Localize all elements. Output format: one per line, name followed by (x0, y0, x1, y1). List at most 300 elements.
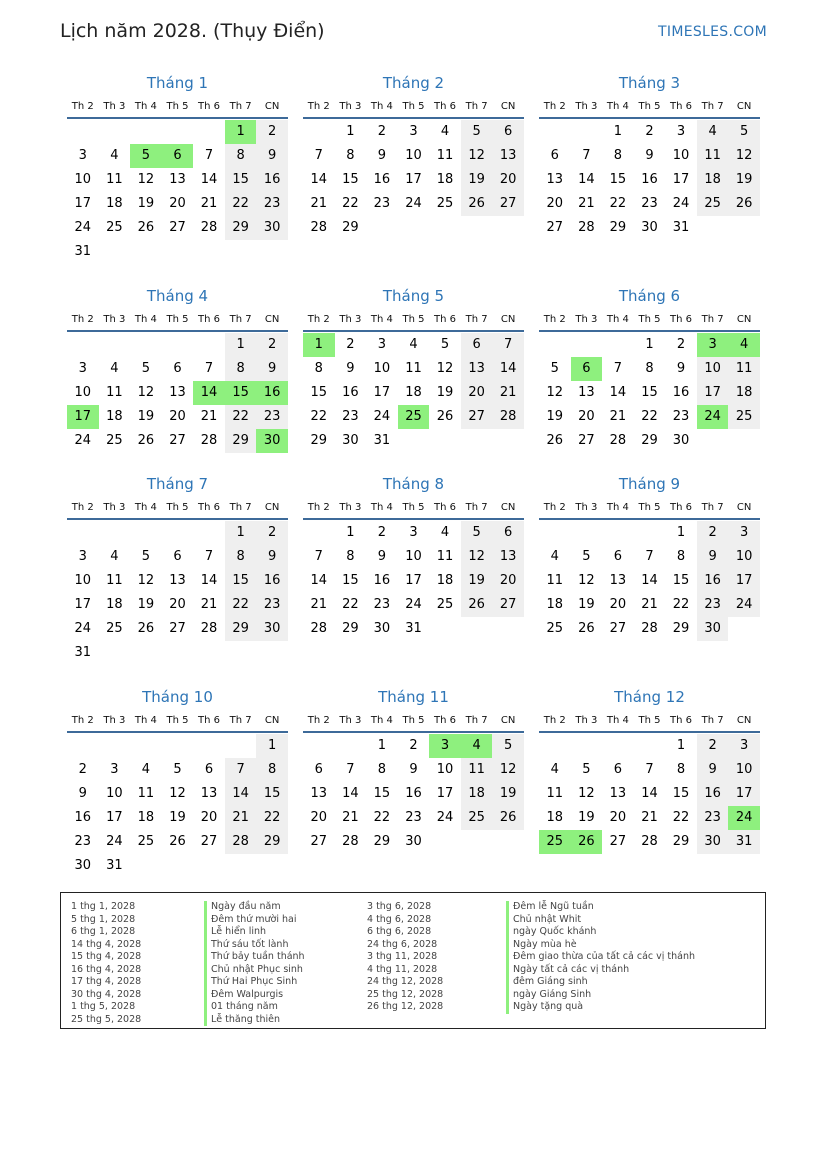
holiday-date: 15 thg 4, 2028 (71, 951, 142, 962)
day-cell: 24 (106, 834, 123, 849)
day-cell: 23 (697, 806, 729, 830)
day-cell: 27 (169, 433, 186, 448)
day-cell: 15 (641, 385, 658, 400)
day-cell: 7 (492, 333, 524, 357)
day-cell: 21 (578, 196, 595, 211)
day-cell: 31 (405, 621, 422, 636)
day-cell: 27 (609, 834, 627, 849)
day-cell: 5 (550, 361, 559, 376)
day-cell: 25 (697, 192, 729, 216)
weekday-label: Th 5 (166, 715, 189, 726)
day-cell: 29 (641, 433, 658, 448)
weekday-label: Th 7 (229, 101, 252, 112)
day-cell: 14 (310, 172, 328, 187)
day-cell: 14 (641, 573, 658, 588)
weekday-label: Th 4 (606, 101, 629, 112)
day-cell: 21 (641, 810, 658, 825)
day-cell: 7 (204, 549, 214, 564)
day-cell: 17 (373, 385, 391, 400)
weekday-label: CN (500, 715, 516, 726)
holiday-name: Đêm giao thừa của tất cả các vị thánh (506, 951, 695, 964)
day-cell: 27 (546, 220, 564, 235)
empty-cell (193, 333, 225, 357)
day-grid (67, 333, 288, 453)
weekday-label: CN (264, 101, 280, 112)
day-cell: 24 (728, 593, 760, 617)
day-cell: 13 (546, 172, 564, 187)
weekday-label: Th 4 (606, 502, 629, 513)
weekday-label: Th 5 (638, 314, 661, 325)
day-cell: 5 (173, 762, 182, 777)
holiday-name: Đêm thứ mười hai (204, 914, 305, 927)
day-cell: 20 (310, 810, 328, 825)
day-cell: 6 (550, 148, 559, 163)
day-cell: 2 (256, 521, 288, 545)
weekday-label: Th 3 (575, 715, 598, 726)
day-cell: 18 (106, 196, 123, 211)
day-cell: 17 (697, 381, 729, 405)
day-cell: 31 (672, 220, 690, 235)
day-cell: 7 (645, 762, 654, 777)
weekday-header-row (539, 711, 760, 733)
weekday-header-row (303, 711, 524, 733)
day-cell: 18 (106, 409, 123, 424)
day-grid (67, 521, 288, 665)
day-cell: 14 (578, 172, 595, 187)
day-cell: 10 (74, 573, 92, 588)
day-cell: 19 (578, 810, 595, 825)
empty-cell (99, 333, 131, 357)
weekday-label: Th 3 (103, 314, 126, 325)
holiday-name: Đêm Walpurgis (204, 989, 305, 1002)
weekday-label: Th 6 (434, 101, 457, 112)
day-cell: 24 (405, 196, 422, 211)
day-cell: 6 (492, 521, 524, 545)
month-title: Tháng 12 (614, 688, 685, 706)
day-cell: 28 (492, 405, 524, 429)
day-cell: 11 (436, 148, 454, 163)
day-cell: 28 (641, 621, 658, 636)
day-cell: 24 (74, 433, 92, 448)
day-cell: 15 (225, 381, 257, 405)
holiday-name: Chủ nhật Phục sinh (204, 964, 305, 977)
day-cell: 23 (256, 192, 288, 216)
weekday-header-row (67, 498, 288, 520)
day-cell: 23 (373, 597, 391, 612)
empty-cell (602, 521, 634, 545)
holiday-dates-column-left (71, 901, 141, 1026)
day-cell: 23 (697, 593, 729, 617)
day-cell: 21 (609, 409, 627, 424)
day-cell: 5 (582, 762, 591, 777)
holiday-date: 3 thg 6, 2028 (367, 901, 432, 912)
weekday-label: Th 7 (701, 101, 724, 112)
day-cell: 22 (342, 597, 359, 612)
holiday-date: 30 thg 4, 2028 (71, 988, 142, 1000)
page-title: Lịch năm 2028. (Thụy Điển) (60, 20, 325, 42)
day-cell: 16 (256, 168, 288, 192)
day-cell: 10 (697, 357, 729, 381)
day-cell: 23 (405, 810, 422, 825)
day-cell: 29 (225, 617, 257, 641)
day-cell: 12 (436, 361, 454, 376)
day-cell: 23 (373, 196, 391, 211)
day-cell: 6 (613, 762, 623, 777)
day-cell: 5 (141, 361, 151, 376)
day-cell: 23 (672, 409, 690, 424)
day-cell: 31 (373, 433, 391, 448)
day-cell: 30 (342, 433, 359, 448)
day-cell: 5 (728, 120, 760, 144)
day-cell: 19 (492, 782, 524, 806)
day-cell: 26 (461, 192, 493, 216)
weekday-label: Th 2 (307, 502, 330, 513)
day-cell: 10 (74, 385, 92, 400)
day-cell: 8 (645, 361, 654, 376)
day-cell: 27 (200, 834, 218, 849)
holiday-name: đêm Giáng sinh (506, 976, 695, 989)
day-cell: 6 (173, 361, 182, 376)
weekday-label: Th 3 (339, 101, 362, 112)
month-title: Tháng 7 (146, 475, 209, 493)
day-grid (67, 120, 288, 264)
weekday-label: Th 4 (134, 715, 157, 726)
day-cell: 22 (310, 409, 328, 424)
day-cell: 18 (106, 597, 123, 612)
day-cell: 20 (546, 196, 564, 211)
weekday-label: Th 6 (198, 101, 221, 112)
weekday-label: Th 6 (434, 314, 457, 325)
day-cell: 31 (74, 645, 92, 660)
weekday-label: Th 4 (370, 502, 393, 513)
day-cell: 17 (728, 569, 760, 593)
weekday-label: Th 6 (434, 502, 457, 513)
weekday-label: Th 5 (402, 101, 425, 112)
weekday-label: Th 6 (198, 715, 221, 726)
month-block (303, 473, 524, 641)
weekday-label: Th 3 (575, 502, 598, 513)
day-cell: 10 (405, 148, 422, 163)
day-cell: 27 (578, 433, 595, 448)
day-cell: 12 (578, 786, 595, 801)
empty-cell (225, 734, 257, 758)
day-cell: 3 (697, 333, 729, 357)
weekday-label: Th 7 (229, 715, 252, 726)
day-cell: 25 (106, 433, 123, 448)
month-title: Tháng 2 (382, 74, 445, 92)
empty-cell (67, 333, 99, 357)
day-cell: 9 (256, 545, 288, 569)
day-cell: 11 (106, 172, 123, 187)
day-cell: 13 (200, 786, 218, 801)
weekday-label: Th 3 (339, 502, 362, 513)
weekday-label: Th 3 (103, 101, 126, 112)
day-cell: 19 (728, 168, 760, 192)
day-cell: 19 (137, 597, 155, 612)
day-cell: 2 (256, 120, 288, 144)
day-cell: 15 (256, 782, 288, 806)
day-cell: 3 (377, 337, 387, 352)
weekday-label: CN (500, 314, 516, 325)
day-cell: 21 (200, 196, 218, 211)
day-cell: 13 (169, 385, 186, 400)
day-cell: 13 (310, 786, 328, 801)
holiday-date: 6 thg 1, 2028 (71, 926, 136, 937)
day-cell: 20 (492, 569, 524, 593)
day-cell: 20 (169, 597, 186, 612)
day-cell: 15 (225, 569, 257, 593)
day-cell: 30 (256, 429, 288, 453)
day-cell: 14 (310, 573, 328, 588)
day-cell: 29 (342, 220, 359, 235)
day-cell: 12 (461, 144, 493, 168)
day-cell: 1 (613, 124, 623, 139)
day-cell: 6 (162, 144, 194, 168)
day-cell: 1 (303, 333, 335, 357)
day-cell: 3 (78, 361, 87, 376)
weekday-label: Th 4 (370, 101, 393, 112)
day-cell: 26 (461, 593, 493, 617)
weekday-label: Th 6 (198, 314, 221, 325)
day-cell: 2 (78, 762, 87, 777)
day-cell: 27 (492, 192, 524, 216)
day-cell: 29 (256, 830, 288, 854)
weekday-label: CN (500, 101, 516, 112)
empty-cell (571, 120, 603, 144)
day-cell: 24 (74, 220, 92, 235)
weekday-label: Th 5 (166, 314, 189, 325)
day-cell: 17 (405, 573, 422, 588)
day-cell: 8 (346, 549, 355, 564)
day-cell: 8 (256, 758, 288, 782)
weekday-header-row (539, 97, 760, 119)
holiday-name: ngày Quốc khánh (506, 926, 695, 939)
holiday-date: 6 thg 6, 2028 (367, 926, 432, 937)
day-cell: 18 (697, 168, 729, 192)
day-cell: 24 (697, 405, 729, 429)
day-cell: 4 (110, 361, 119, 376)
day-cell: 12 (169, 786, 186, 801)
day-cell: 1 (676, 738, 686, 753)
day-cell: 15 (609, 172, 627, 187)
day-cell: 1 (256, 734, 288, 758)
day-cell: 18 (405, 385, 422, 400)
weekday-label: CN (736, 502, 752, 513)
day-cell: 28 (342, 834, 359, 849)
day-grid (303, 120, 524, 240)
holiday-dates-column-right (367, 901, 443, 1014)
month-title: Tháng 6 (618, 287, 681, 305)
day-cell: 29 (672, 834, 690, 849)
empty-cell (99, 120, 131, 144)
day-cell: 24 (373, 409, 391, 424)
weekday-label: Th 7 (701, 715, 724, 726)
weekday-label: Th 3 (575, 101, 598, 112)
day-cell: 16 (256, 569, 288, 593)
weekday-label: Th 6 (670, 101, 693, 112)
holiday-date: 25 thg 12, 2028 (367, 988, 444, 1000)
day-cell: 31 (728, 830, 760, 854)
day-cell: 2 (697, 521, 729, 545)
empty-cell (67, 521, 99, 545)
day-cell: 8 (676, 549, 686, 564)
day-cell: 25 (539, 830, 571, 854)
weekday-label: Th 5 (402, 314, 425, 325)
day-cell: 12 (137, 385, 155, 400)
day-cell: 28 (578, 220, 595, 235)
day-grid (539, 734, 760, 854)
day-cell: 28 (641, 834, 658, 849)
day-cell: 2 (676, 337, 686, 352)
day-cell: 3 (110, 762, 119, 777)
day-cell: 7 (314, 148, 323, 163)
day-cell: 15 (225, 168, 257, 192)
weekday-label: Th 6 (434, 715, 457, 726)
day-cell: 21 (200, 597, 218, 612)
day-cell: 20 (578, 409, 595, 424)
weekday-label: Th 5 (402, 502, 425, 513)
day-cell: 27 (310, 834, 328, 849)
day-cell: 17 (728, 782, 760, 806)
day-cell: 24 (728, 806, 760, 830)
day-cell: 16 (672, 385, 690, 400)
day-cell: 4 (141, 762, 151, 777)
day-cell: 6 (492, 120, 524, 144)
day-cell: 9 (377, 148, 387, 163)
day-cell: 12 (728, 144, 760, 168)
weekday-label: Th 6 (670, 502, 693, 513)
day-cell: 11 (106, 385, 123, 400)
day-cell: 6 (461, 333, 493, 357)
day-cell: 26 (436, 409, 454, 424)
holiday-date: 25 thg 5, 2028 (71, 1013, 142, 1025)
day-grid (303, 734, 524, 854)
day-cell: 18 (436, 573, 454, 588)
day-cell: 12 (137, 573, 155, 588)
day-cell: 16 (373, 573, 391, 588)
day-cell: 11 (546, 573, 564, 588)
holiday-date: 24 thg 6, 2028 (367, 938, 438, 950)
day-cell: 14 (342, 786, 359, 801)
holiday-name: Chủ nhật Whit (506, 914, 695, 927)
day-cell: 19 (137, 196, 155, 211)
day-cell: 5 (440, 337, 450, 352)
holiday-name: Ngày tất cả các vị thánh (506, 964, 695, 977)
day-cell: 3 (429, 734, 461, 758)
day-cell: 2 (256, 333, 288, 357)
day-cell: 15 (310, 385, 328, 400)
day-cell: 13 (169, 573, 186, 588)
day-cell: 26 (169, 834, 186, 849)
day-cell: 24 (74, 621, 92, 636)
day-cell: 6 (173, 549, 182, 564)
day-cell: 7 (204, 148, 214, 163)
weekday-header-row (539, 310, 760, 332)
day-cell: 5 (461, 521, 493, 545)
day-cell: 31 (106, 858, 123, 873)
holiday-date: 24 thg 12, 2028 (367, 976, 444, 987)
day-cell: 20 (200, 810, 218, 825)
day-cell: 2 (645, 124, 654, 139)
weekday-label: Th 5 (166, 101, 189, 112)
day-cell: 28 (310, 621, 328, 636)
day-cell: 14 (641, 786, 658, 801)
day-cell: 14 (225, 782, 257, 806)
weekday-label: CN (736, 715, 752, 726)
day-cell: 5 (141, 549, 151, 564)
weekday-label: Th 2 (307, 314, 330, 325)
weekday-label: Th 4 (370, 314, 393, 325)
day-grid (539, 521, 760, 641)
day-cell: 28 (609, 433, 627, 448)
day-grid (303, 333, 524, 453)
day-cell: 10 (728, 758, 760, 782)
month-title: Tháng 1 (146, 74, 209, 92)
weekday-label: Th 5 (638, 502, 661, 513)
weekday-label: CN (736, 101, 752, 112)
day-cell: 3 (78, 549, 87, 564)
day-cell: 28 (200, 220, 218, 235)
day-cell: 6 (314, 762, 323, 777)
day-grid (539, 333, 760, 453)
day-cell: 31 (74, 244, 92, 259)
day-cell: 22 (256, 806, 288, 830)
day-cell: 29 (672, 621, 690, 636)
empty-cell (193, 120, 225, 144)
holiday-name: Lễ hiển linh (204, 926, 305, 939)
weekday-label: Th 3 (339, 715, 362, 726)
day-cell: 17 (106, 810, 123, 825)
day-cell: 24 (436, 810, 454, 825)
day-cell: 30 (256, 216, 288, 240)
weekday-header-row (67, 97, 288, 119)
month-block (67, 473, 288, 665)
weekday-label: Th 2 (71, 101, 94, 112)
weekday-label: CN (500, 502, 516, 513)
day-cell: 9 (645, 148, 654, 163)
holiday-name: ngày Giáng Sinh (506, 989, 695, 1002)
month-title: Tháng 11 (378, 688, 449, 706)
day-cell: 4 (440, 525, 450, 540)
day-cell: 17 (405, 172, 422, 187)
day-cell: 9 (256, 357, 288, 381)
weekday-label: Th 7 (465, 314, 488, 325)
day-cell: 25 (106, 220, 123, 235)
day-cell: 14 (193, 381, 225, 405)
day-cell: 17 (436, 786, 454, 801)
day-cell: 22 (609, 196, 627, 211)
empty-cell (162, 734, 194, 758)
day-cell: 10 (405, 549, 422, 564)
day-cell: 22 (225, 593, 257, 617)
month-title: Tháng 4 (146, 287, 209, 305)
weekday-label: Th 3 (339, 314, 362, 325)
day-cell: 3 (409, 124, 418, 139)
holiday-date: 1 thg 5, 2028 (71, 1001, 136, 1012)
empty-cell (303, 734, 335, 758)
empty-cell (130, 120, 162, 144)
holiday-date: 14 thg 4, 2028 (71, 938, 142, 950)
day-cell: 19 (169, 810, 186, 825)
day-cell: 26 (137, 220, 155, 235)
day-cell: 16 (74, 810, 92, 825)
day-cell: 18 (546, 597, 564, 612)
empty-cell (130, 734, 162, 758)
day-cell: 14 (609, 385, 627, 400)
holiday-name: Thứ Hai Phục Sinh (204, 976, 305, 989)
site-brand-link[interactable]: TIMESLES.COM (658, 24, 767, 40)
holiday-date: 16 thg 4, 2028 (71, 963, 142, 975)
